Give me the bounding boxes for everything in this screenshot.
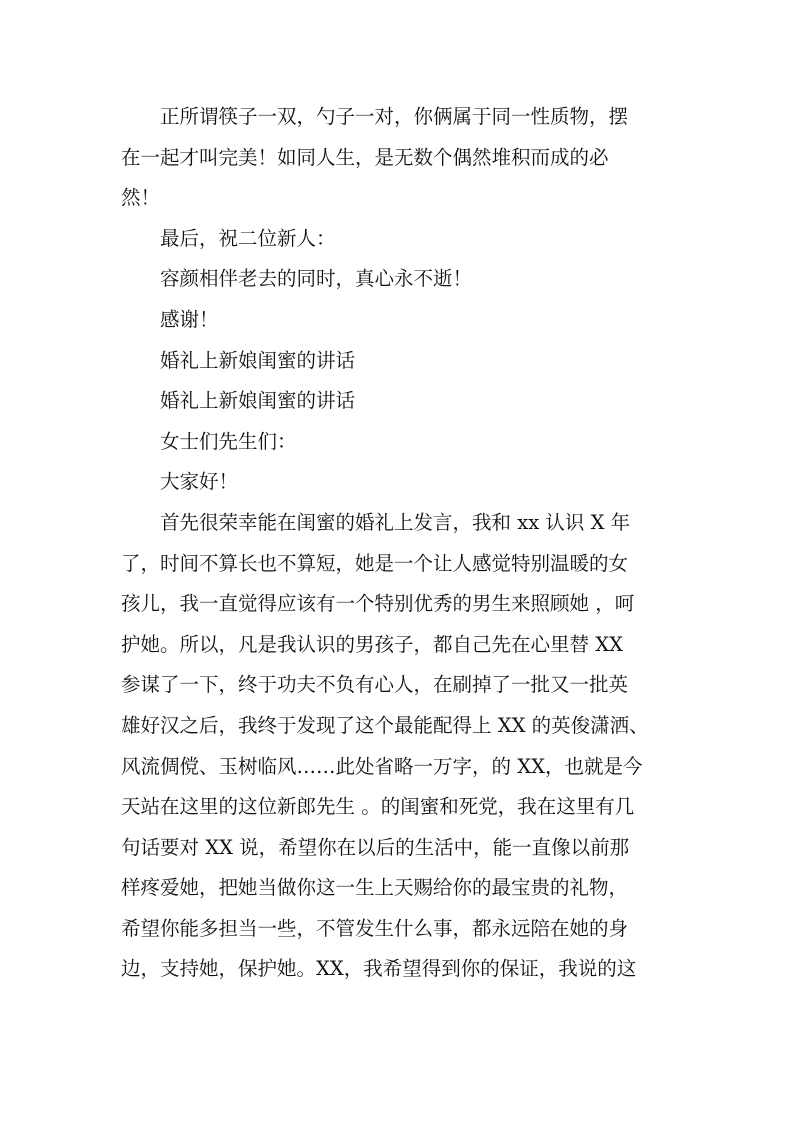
text-line: 在一起才叫完美！如同人生，是无数个偶然堆积而成的必 xyxy=(121,145,609,169)
text-line: 雄好汉之后，我终于发现了这个最能配得上 XX 的英俊潇洒、 xyxy=(121,713,649,737)
heading-line: 婚礼上新娘闺蜜的讲话 xyxy=(160,348,356,372)
text-line: 边，支持她，保护她。XX，我希望得到你的保证，我说的这 xyxy=(121,957,637,981)
text-line: 了，时间不算长也不算短，她是一个让人感觉特别温暖的女 xyxy=(121,551,629,575)
text-line: 样疼爱她，把她当做你这一生上天赐给你的最宝贵的礼物， xyxy=(121,876,629,900)
text-line: 感谢！ xyxy=(160,307,219,331)
text-line: 孩儿，我一直觉得应该有一个特别优秀的男生来照顾她 ，呵 xyxy=(121,592,635,616)
text-line: 首先很荣幸能在闺蜜的婚礼上发言，我和 xx 认识 X 年 xyxy=(160,510,631,534)
text-line: 句话要对 XX 说，希望你在以后的生活中，能一直像以前那 xyxy=(121,835,630,859)
heading-line: 婚礼上新娘闺蜜的讲话 xyxy=(160,389,356,413)
text-line: 然！ xyxy=(121,186,161,210)
text-line: 正所谓筷子一双，勺子一对，你俩属于同一性质物，摆 xyxy=(160,105,629,128)
greeting-line: 大家好！ xyxy=(160,470,239,494)
salutation-line: 女士们先生们： xyxy=(160,429,297,453)
document-body xyxy=(121,97,681,990)
text-line: 护她。所以，凡是我认识的男孩子，都自己先在心里替 XX xyxy=(121,632,623,656)
text-line: 最后，祝二位新人： xyxy=(160,226,336,250)
text-line: 天站在这里的这位新郎先生 。的闺蜜和死党，我在这里有几 xyxy=(121,795,635,819)
text-line: 参谋了一下，终于功夫不负有心人，在刷掉了一批又一批英 xyxy=(121,673,629,697)
text-line: 容颜相伴老去的同时，真心永不逝！ xyxy=(160,267,473,291)
text-line: 风流倜傥、玉树临风……此处省略一万字，的 XX，也就是今 xyxy=(121,754,643,778)
text-line: 希望你能多担当一些，不管发生什么事，都永远陪在她的身 xyxy=(121,916,629,940)
